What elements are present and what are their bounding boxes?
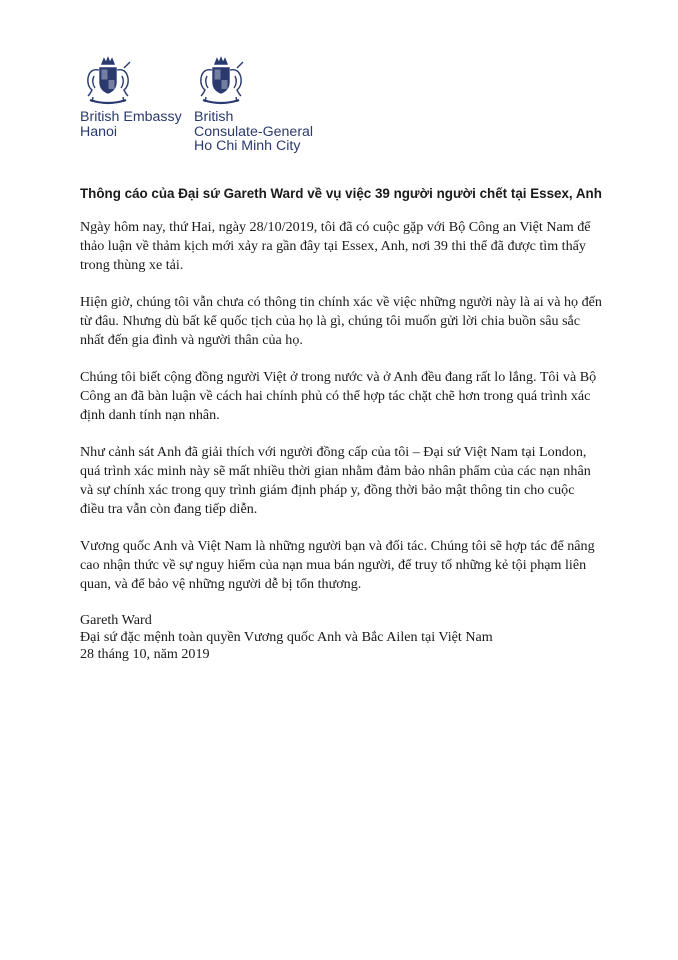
- british-embassy-logo: [80, 56, 182, 139]
- consulate-line-1: British: [194, 109, 234, 125]
- embassy-name: [80, 110, 182, 139]
- embassy-line-2: Hanoi: [80, 123, 118, 140]
- text-line: quá trình xác minh này sẽ mất nhiều thời gian nhằm đảm bảo nhân phẩm của các nạn nhân: [80, 463, 591, 479]
- text-line: nhất đến gia đình và người thân của họ.: [80, 332, 303, 348]
- consulate-name: [194, 110, 313, 154]
- text-line: quan, và để bảo vệ những người dễ bị tổn thương.: [80, 576, 362, 592]
- text-line: từ đâu. Nhưng dù bất kể quốc tịch của họ là gì, chúng tôi muốn gửi lời chia buồn sâu sắc: [80, 313, 581, 329]
- paragraph-2: [80, 293, 620, 350]
- text-line: Như cảnh sát Anh đã giải thích với người đồng cấp của tôi – Đại sứ Việt Nam tại London,: [80, 444, 587, 460]
- statement-date: 28 tháng 10, năm 2019: [80, 646, 210, 662]
- text-line: điều tra vẫn còn đang tiếp diễn.: [80, 501, 258, 517]
- text-line: Chúng tôi biết cộng đồng người Việt ở trong nước và ở Anh đều đang rất lo lắng. Tôi và Bộ: [80, 369, 597, 385]
- text-line: thảo luận về thảm kịch mới xảy ra gần đây tại Essex, Anh, nơi 39 thi thể đã được tìm thấy: [80, 238, 586, 254]
- text-line: Ngày hôm nay, thứ Hai, ngày 28/10/2019, tôi đã có cuộc gặp với Bộ Công an Việt Nam để: [80, 219, 591, 235]
- statement-body: [80, 186, 620, 663]
- royal-coat-of-arms-icon: [80, 56, 136, 108]
- paragraph-1: [80, 218, 620, 275]
- british-consulate-logo: [193, 56, 313, 154]
- signatory-name: Gareth Ward: [80, 612, 152, 628]
- signatory-position: Đại sứ đặc mệnh toàn quyền Vương quốc Anh và Bắc Ailen tại Việt Nam: [80, 629, 493, 645]
- text-line: và sự chính xác trong quy trình giám định pháp y, đồng thời bảo mật thông tin cho cuộc: [80, 482, 575, 498]
- document-title: Thông cáo của Đại sứ Gareth Ward về vụ việc 39 người người chết tại Essex, Anh: [80, 186, 602, 201]
- text-line: trong thùng xe tải.: [80, 257, 184, 273]
- embassy-line-1: British Embassy: [80, 109, 182, 125]
- text-line: định danh tính nạn nhân.: [80, 407, 220, 423]
- consulate-line-3: Ho Chi Minh City: [194, 138, 301, 154]
- royal-coat-of-arms-icon: [193, 56, 249, 108]
- paragraph-5: [80, 537, 620, 594]
- text-line: cao nhận thức về sự nguy hiểm của nạn mua bán người, để truy tố những kẻ tội phạm liên: [80, 557, 587, 573]
- paragraph-4: [80, 443, 620, 519]
- paragraph-3: [80, 368, 620, 425]
- text-line: Vương quốc Anh và Việt Nam là những người bạn và đối tác. Chúng tôi sẽ hợp tác để nâng: [80, 538, 595, 554]
- signature-block: [80, 612, 620, 663]
- text-line: Công an đã bàn luận về cách hai chính phủ có thể hợp tác chặt chẽ hơn trong quá trình xác: [80, 388, 591, 404]
- text-line: Hiện giờ, chúng tôi vẫn chưa có thông tin chính xác về việc những người này là ai và họ đến: [80, 294, 602, 310]
- consulate-line-2: Consulate-General: [194, 123, 314, 140]
